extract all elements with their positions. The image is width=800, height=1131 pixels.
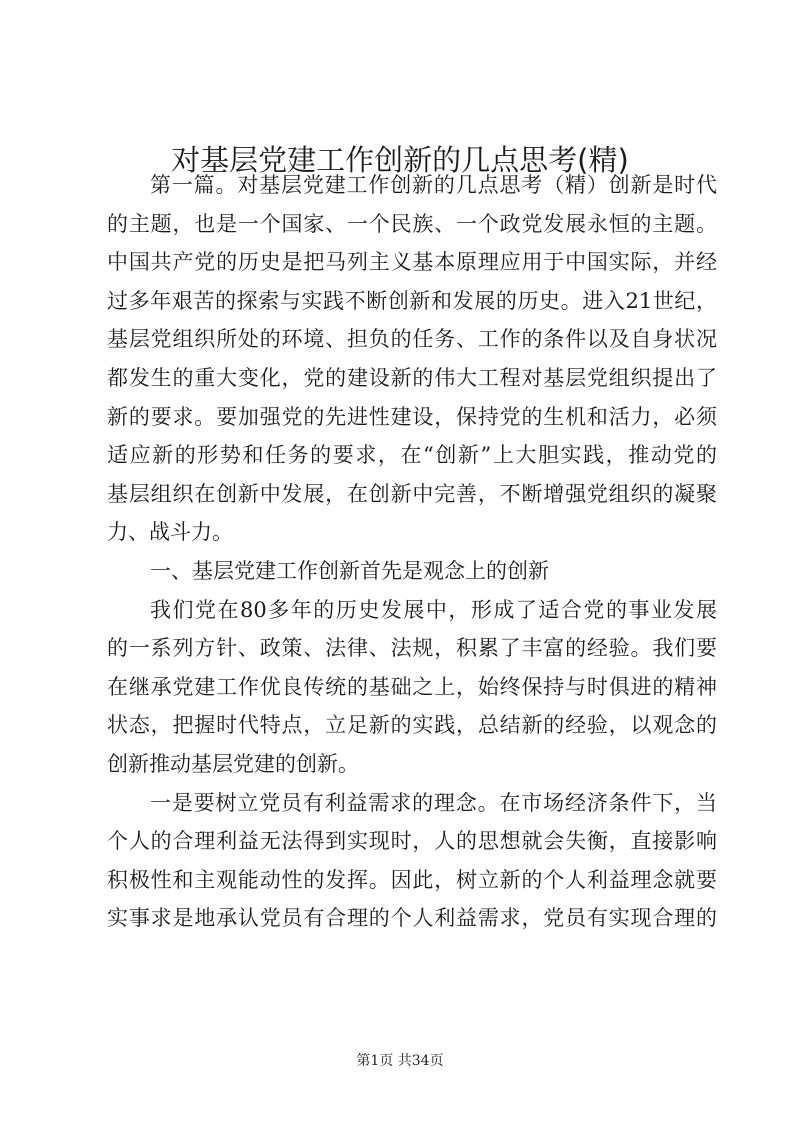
- text-line: 我们党在80多年的历史发展中，形成了适合党的事业发展: [150, 597, 717, 622]
- document-body: [107, 166, 717, 938]
- text-line: 第一篇。对基层党建工作创新的几点思考（精）创新是时代: [150, 173, 717, 197]
- text-line: 基层党组织所处的环境、担负的任务、工作的条件以及自身状况: [107, 327, 717, 352]
- document-title: 对基层党建工作创新的几点思考(精): [171, 143, 629, 177]
- page-footer: 第1页 共34页: [356, 1053, 444, 1069]
- paragraph: [107, 552, 717, 591]
- text-line: 创新推动基层党建的创新。: [107, 751, 359, 776]
- paragraph: [107, 166, 717, 552]
- text-line: 基层组织在创新中发展，在创新中完善，不断增强党组织的凝聚: [107, 481, 717, 506]
- text-line: 积极性和主观能动性的发挥。因此，树立新的个人利益理念就要: [107, 867, 717, 892]
- text-line: 的主题，也是一个国家、一个民族、一个政党发展永恒的主题。: [107, 211, 717, 236]
- text-line: 状态，把握时代特点，立足新的实践，总结新的经验，以观念的: [107, 713, 717, 738]
- paragraph: [107, 784, 717, 938]
- text-line: 适应新的形势和任务的要求，在“创新”上大胆实践，推动党的: [107, 443, 717, 468]
- text-line: 个人的合理利益无法得到实现时，人的思想就会失衡，直接影响: [107, 829, 717, 854]
- paragraph: [107, 591, 717, 784]
- text-line: 过多年艰苦的探索与实践不断创新和发展的历史。进入21世纪，: [107, 288, 717, 313]
- text-line: 实事求是地承认党员有合理的个人利益需求，党员有实现合理的: [107, 906, 717, 931]
- text-line: 新的要求。要加强党的先进性建设，保持党的生机和活力，必须: [107, 404, 717, 429]
- text-line: 一、基层党建工作创新首先是观念上的创新: [150, 558, 549, 583]
- text-line: 中国共产党的历史是把马列主义基本原理应用于中国实际，并经: [107, 250, 717, 275]
- text-line: 在继承党建工作优良传统的基础之上，始终保持与时俱进的精神: [107, 674, 717, 699]
- text-line: 都发生的重大变化，党的建设新的伟大工程对基层党组织提出了: [107, 365, 717, 390]
- text-line: 力、战斗力。: [107, 520, 233, 545]
- text-line: 一是要树立党员有利益需求的理念。在市场经济条件下，当: [150, 790, 717, 815]
- text-line: 的一系列方针、政策、法律、法规，积累了丰富的经验。我们要: [107, 636, 717, 661]
